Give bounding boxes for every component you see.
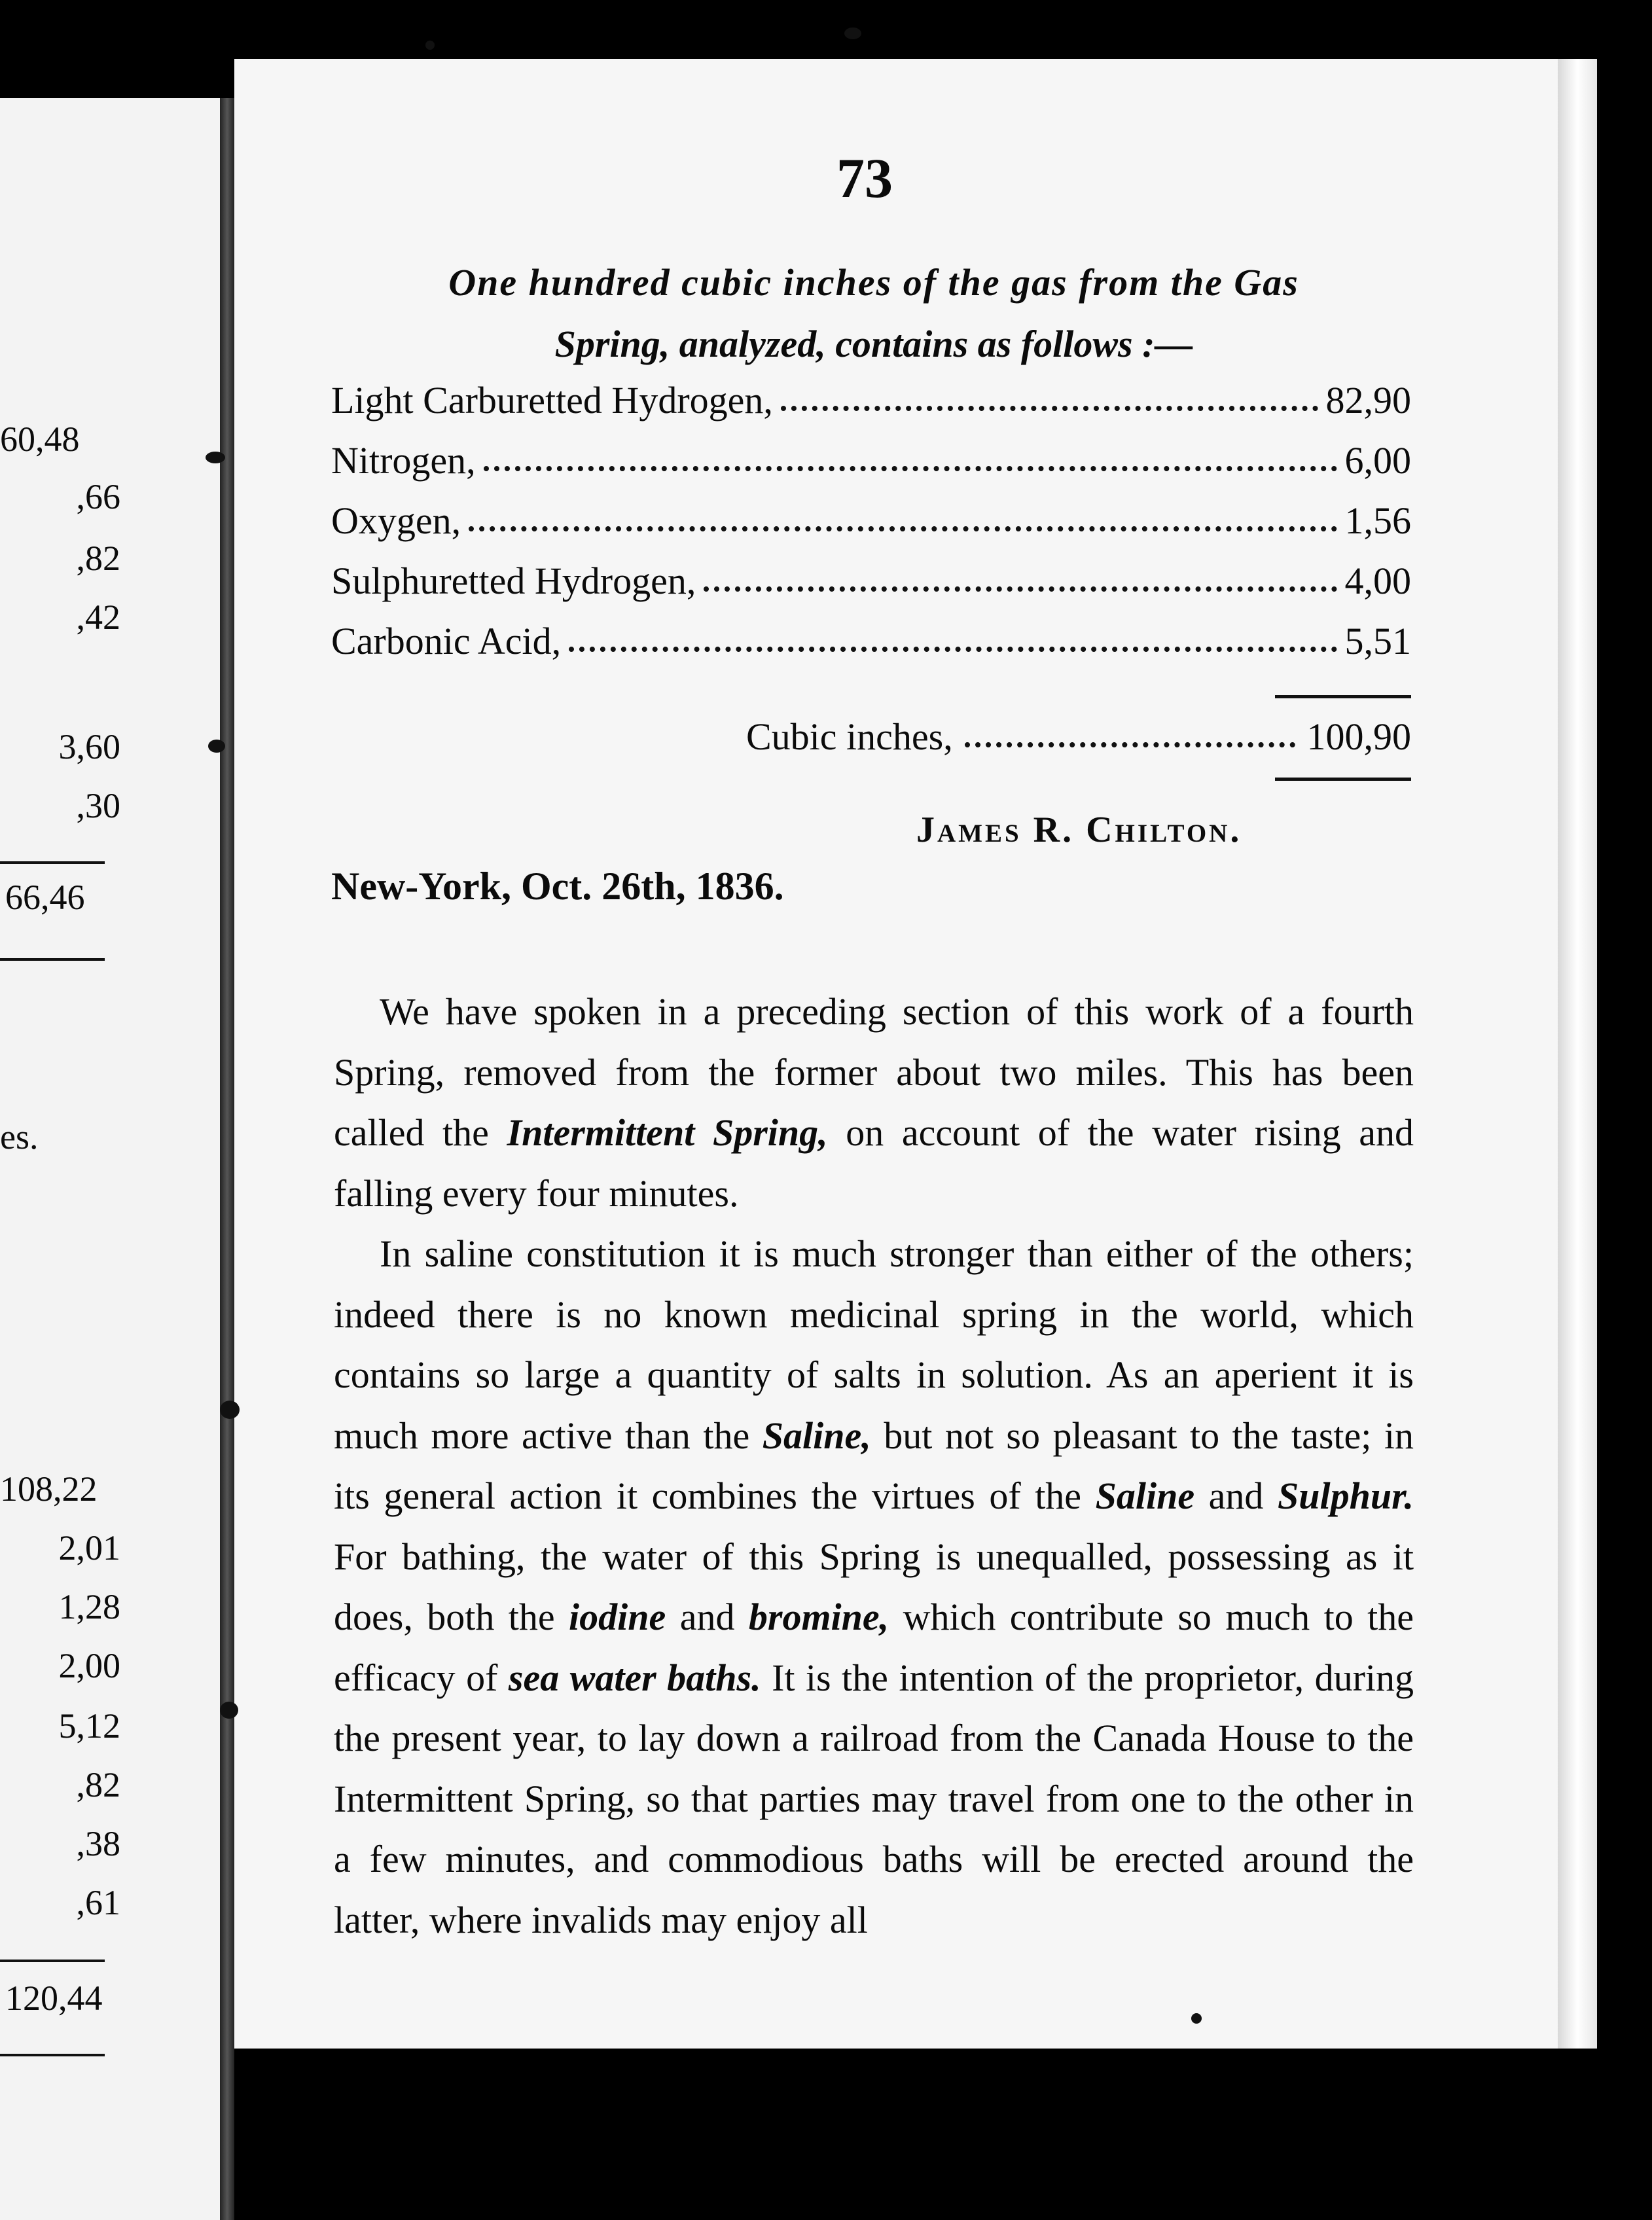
component-name: Carbonic Acid, <box>331 620 562 662</box>
text-run: and <box>1194 1475 1278 1517</box>
emphasis: Sulphur. <box>1278 1475 1414 1517</box>
left-number: ,30 <box>76 786 120 825</box>
component-name: Oxygen, <box>331 499 461 542</box>
page-edge <box>1558 59 1597 2049</box>
component-value: 1,56 <box>1344 499 1411 542</box>
dot-leader <box>569 647 1337 652</box>
scan-speck <box>844 27 861 39</box>
paragraph <box>334 982 1414 1224</box>
scan-speck <box>1191 2013 1202 2024</box>
text-run: It is the intention of the proprietor, during the present year, to lay down a railroad from the Canada House to the Intermittent Spring, so that parties may travel from one to the other in a few minutes, and commodious baths will be erected around the latter, where invalids may enjoy all <box>334 1656 1414 1941</box>
scan-speck <box>208 740 225 753</box>
text-run: on account of the water rising and falling every four minutes. <box>334 1111 1414 1215</box>
emphasis: sea water baths. <box>508 1656 761 1699</box>
table-row <box>331 499 1411 545</box>
total-row <box>746 715 1411 761</box>
left-number: 5,12 <box>58 1706 120 1746</box>
emphasis: iodine <box>569 1596 666 1638</box>
dot-leader <box>484 466 1337 471</box>
table-row <box>331 619 1411 665</box>
left-sum-rule <box>0 958 105 961</box>
left-total: 66,46 <box>5 878 85 917</box>
dot-leader <box>965 742 1295 747</box>
scan-speck <box>206 452 225 463</box>
left-total: 120,44 <box>5 1978 103 2018</box>
component-value: 5,51 <box>1344 620 1411 662</box>
emphasis: bromine, <box>748 1596 889 1638</box>
left-number: 2,01 <box>58 1528 120 1567</box>
component-value: 82,90 <box>1325 379 1411 421</box>
dot-leader <box>469 526 1337 531</box>
body-text <box>334 982 1414 1950</box>
left-number: ,38 <box>76 1824 120 1863</box>
component-value: 6,00 <box>1344 439 1411 482</box>
sum-rule <box>1275 778 1411 781</box>
paragraph <box>334 1224 1414 1950</box>
left-number: 3,60 <box>58 727 120 766</box>
left-fragment: es. <box>0 1117 39 1156</box>
text-run: but not so pleasant to the taste; in its general action it combines the virtues of the <box>334 1414 1414 1517</box>
left-number: 2,00 <box>58 1646 120 1685</box>
emphasis: Saline <box>1095 1475 1195 1517</box>
left-number: ,66 <box>76 477 120 516</box>
text-run: In saline constitution it is much stronger than either of the others; indeed there is no known medicinal spring in the world, which contains so large a quantity of salts in solution. As an aperient it is much more active than the <box>334 1232 1414 1457</box>
left-number: 1,28 <box>58 1587 120 1626</box>
text-run: We have spoken in a preceding section of this work of a fourth Spring, removed from the former about two miles. This has been called the <box>334 990 1414 1154</box>
dot-leader <box>704 586 1337 592</box>
left-number: 60,48 <box>0 420 80 459</box>
place-date: New-York, Oct. 26th, 1836. <box>331 865 784 908</box>
left-sum-rule <box>0 861 105 864</box>
left-sum-rule <box>0 2054 105 2056</box>
table-row <box>331 559 1411 605</box>
table-row <box>331 378 1411 424</box>
component-name: Nitrogen, <box>331 439 476 482</box>
left-number: ,61 <box>76 1883 120 1922</box>
text-run: which contribute so much to the efficacy of <box>334 1596 1414 1699</box>
emphasis: Intermittent Spring, <box>507 1111 828 1154</box>
signature: James R. Chilton. <box>916 810 1242 850</box>
analysis-caption-line-1: One hundred cubic inches of the gas from the Gas <box>448 261 1299 304</box>
total-label: Cubic inches, <box>746 715 953 758</box>
text-run: For bathing, the water of this Spring is unequalled, possessing as it does, both the <box>334 1535 1414 1638</box>
table-row <box>331 439 1411 484</box>
left-number: ,42 <box>76 598 120 637</box>
component-name: Sulphuretted Hydrogen, <box>331 560 696 602</box>
component-value: 4,00 <box>1344 560 1411 602</box>
analysis-caption-line-2: Spring, analyzed, contains as follows :— <box>554 323 1193 365</box>
text-run: and <box>666 1596 749 1638</box>
dot-leader <box>781 406 1318 411</box>
page-number: 73 <box>836 147 893 209</box>
scan-speck <box>220 1401 240 1419</box>
emphasis: Saline, <box>762 1414 871 1457</box>
left-number: 108,22 <box>0 1469 98 1509</box>
left-sum-rule <box>0 1960 105 1962</box>
scan-speck <box>220 1702 238 1719</box>
book-gutter <box>220 98 234 2220</box>
left-number: ,82 <box>76 539 120 578</box>
sum-rule <box>1275 695 1411 698</box>
total-value: 100,90 <box>1306 715 1411 758</box>
component-name: Light Carburetted Hydrogen, <box>331 379 773 421</box>
left-number: ,82 <box>76 1765 120 1804</box>
scan-speck <box>425 41 435 50</box>
